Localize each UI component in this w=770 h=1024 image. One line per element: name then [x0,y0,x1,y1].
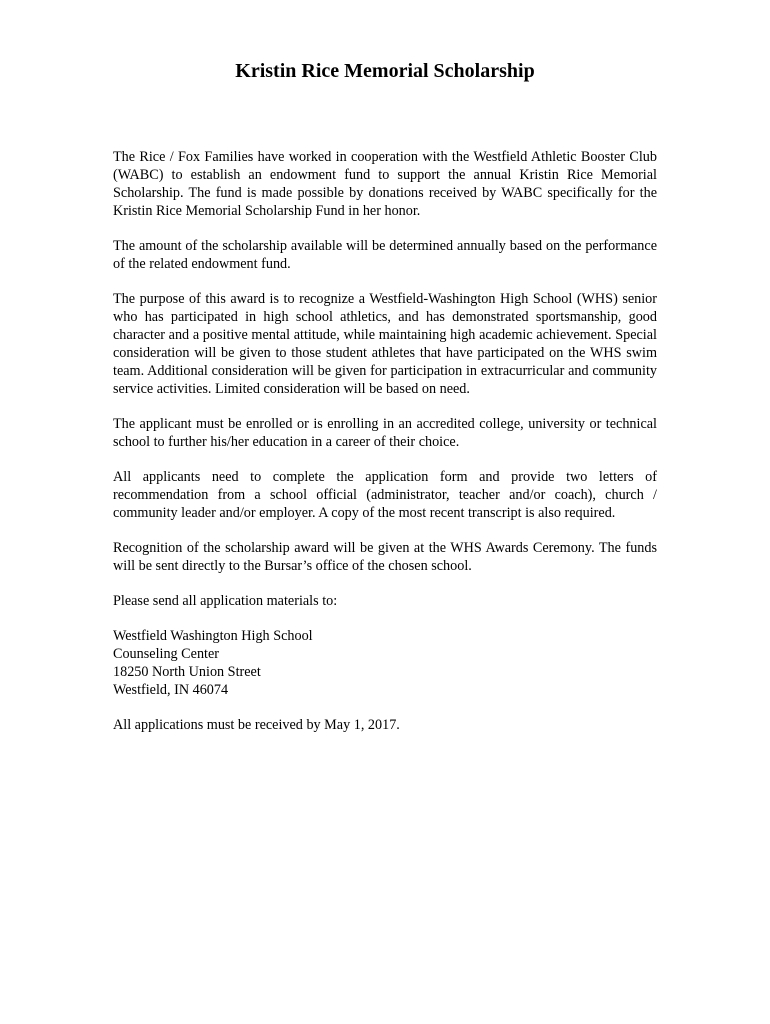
document-body [113,148,657,751]
paragraph-eligibility: The applicant must be enrolled or is enrolling in an accredited college, university or technical school to further his/her education in a career of their choice. [113,416,657,450]
address-street: 18250 North Union Street [113,664,261,680]
document-title: Kristin Rice Memorial Scholarship [235,60,535,82]
paragraph-purpose: The purpose of this award is to recognize a Westfield-Washington High School (WHS) senior who has participated in high school athletics, and has demonstrated sportsmanship, good character and a positive mental attitude, while maintaining high academic achievement. Special consideration will be given to those student athletes that have participated on the WHS swim team. Additional consideration will be given for participation in extracurricular and community service activities. Limited consideration will be based on need. [113,291,657,397]
paragraph-send-instructions: Please send all application materials to: [113,593,338,609]
paragraph-amount: The amount of the scholarship available will be determined annually based on the performance of the related endowment fund. [113,238,657,272]
address-city: Westfield, IN 46074 [113,682,229,698]
address-school: Westfield Washington High School [113,628,313,644]
deadline-note: All applications must be received by May 1, 2017. [113,717,400,733]
address-department: Counseling Center [113,646,219,662]
paragraph-recognition: Recognition of the scholarship award will be given at the WHS Awards Ceremony. The funds will be sent directly to the Bursar’s office of the chosen school. [113,540,657,574]
paragraph-endowment: The Rice / Fox Families have worked in cooperation with the Westfield Athletic Booster Club (WABC) to establish an endowment fund to support the annual Kristin Rice Memorial Scholarship. The fund is made possible by donations received by WABC specifically for the Kristin Rice Memorial Scholarship Fund in her honor. [113,149,657,219]
paragraph-requirements: All applicants need to complete the application form and provide two letters of recommendation from a school official (administrator, teacher and/or coach), church / community leader and/or employer. A copy of the most recent transcript is also required. [113,469,657,521]
mailing-address [113,627,657,699]
